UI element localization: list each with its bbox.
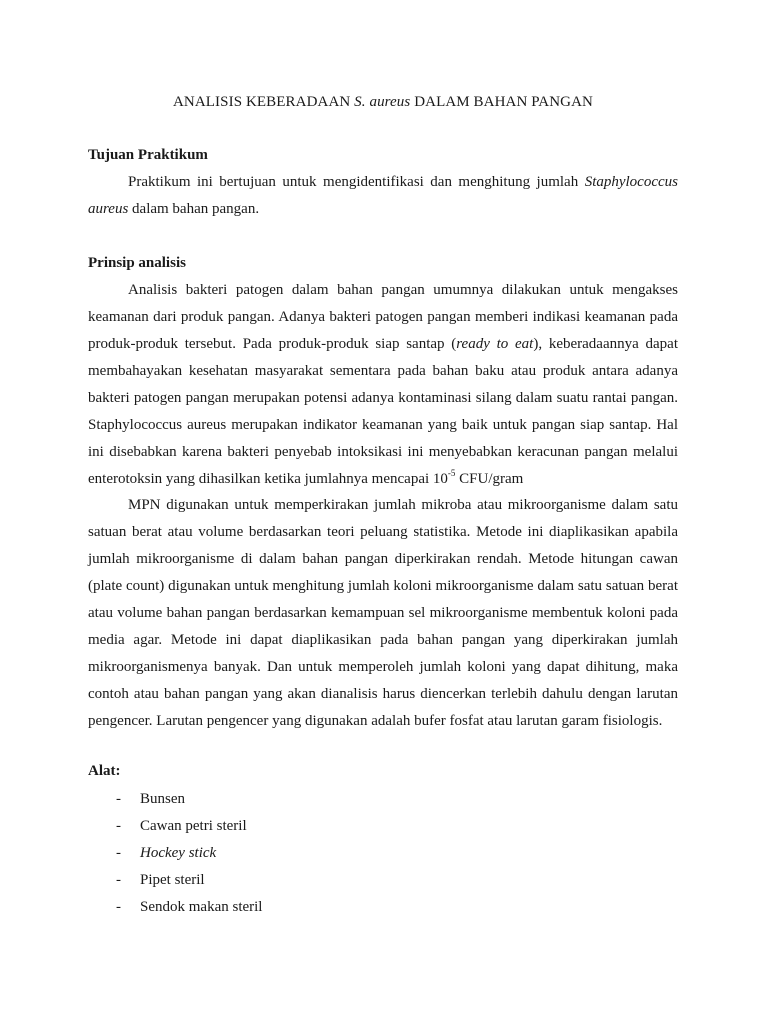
list-item [116, 867, 262, 894]
prinsip-text-3: CFU/gram [455, 471, 524, 487]
title-text-2: DALAM BAHAN PANGAN [410, 94, 593, 110]
title-italic-organism: S. aureus [354, 94, 411, 110]
list-item-label: Sendok makan steril [140, 899, 263, 915]
list-item [116, 840, 262, 867]
list-item-label: Pipet steril [140, 872, 205, 888]
list-dash: - [116, 899, 121, 915]
document-title [88, 92, 678, 112]
paragraph-tujuan [88, 169, 678, 223]
list-item [116, 894, 262, 921]
list-item [116, 786, 262, 813]
alat-list [116, 786, 262, 921]
prinsip-text-2: ), keberadaannya dapat membahayakan kesehatan masyarakat sementara pada bahan baku atau produk antara adanya bakteri patogen pangan merupakan potensi adanya kontaminasi silang dalam suatu rantai pangan. Staphylococcus aureus merupakan indikator keamanan yang baik untuk pangan siap santap. Hal ini disebabkan karena bakteri penyebab intoksikasi ini menyebabkan keracunan pangan melalui enterotoksin yang dihasilkan ketika jumlahnya mencapai 10 [88, 336, 679, 487]
prinsip-text-1: Analisis bakteri patogen dalam bahan pangan umumnya dilakukan untuk mengakses keamanan dari produk pangan. Adanya bakteri patogen pangan memberi indikasi keamanan pada produk-produk tersebut. Pada produk-produk siap santap ( [88, 282, 678, 352]
heading-alat: Alat: [88, 763, 121, 779]
heading-prinsip: Prinsip analisis [88, 255, 186, 271]
tujuan-text-1: Praktikum ini bertujuan untuk mengidentifikasi dan menghitung jumlah [128, 174, 585, 190]
list-dash: - [116, 791, 121, 807]
list-item [116, 813, 262, 840]
heading-tujuan: Tujuan Praktikum [88, 147, 208, 163]
list-item-label: Bunsen [140, 791, 185, 807]
list-dash: - [116, 872, 121, 888]
list-dash: - [116, 818, 121, 834]
tujuan-text-2: dalam bahan pangan. [128, 201, 260, 217]
list-item-label: Hockey stick [140, 845, 217, 861]
list-item-label: Cawan petri steril [140, 818, 247, 834]
title-text-1: ANALISIS KEBERADAAN [173, 94, 355, 110]
tujuan-italic-organism: Staphylococcus aureus [88, 174, 678, 217]
prinsip-exponent: -5 [447, 468, 456, 478]
list-dash: - [116, 845, 121, 861]
paragraph-prinsip-1 [88, 277, 678, 493]
paragraph-prinsip-2: MPN digunakan untuk memperkirakan jumlah mikroba atau mikroorganisme dalam satu satuan berat atau volume berdasarkan teori peluang statistika. Metode ini diaplikasikan apabila jumlah mikroorganisme di dalam bahan pangan diperkirakan rendah. Metode hitungan cawan (plate count) digunakan untuk menghitung jumlah koloni mikroorganisme dalam satu satuan berat atau volume bahan pangan berdasarkan kemampuan sel mikroorganisme membentuk koloni pada media agar. Metode ini dapat diaplikasikan pada bahan pangan yang diperkirakan jumlah mikroorganismenya banyak. Dan untuk memperoleh jumlah koloni yang dapat dihitung, maka contoh atau bahan pangan yang akan dianalisis harus diencerkan terlebih dahulu dengan larutan pengencer. Larutan pengencer yang digunakan adalah bufer fosfat atau larutan garam fisiologis. [88, 497, 678, 729]
prinsip-italic-ready-to-eat: ready to eat [456, 336, 534, 352]
